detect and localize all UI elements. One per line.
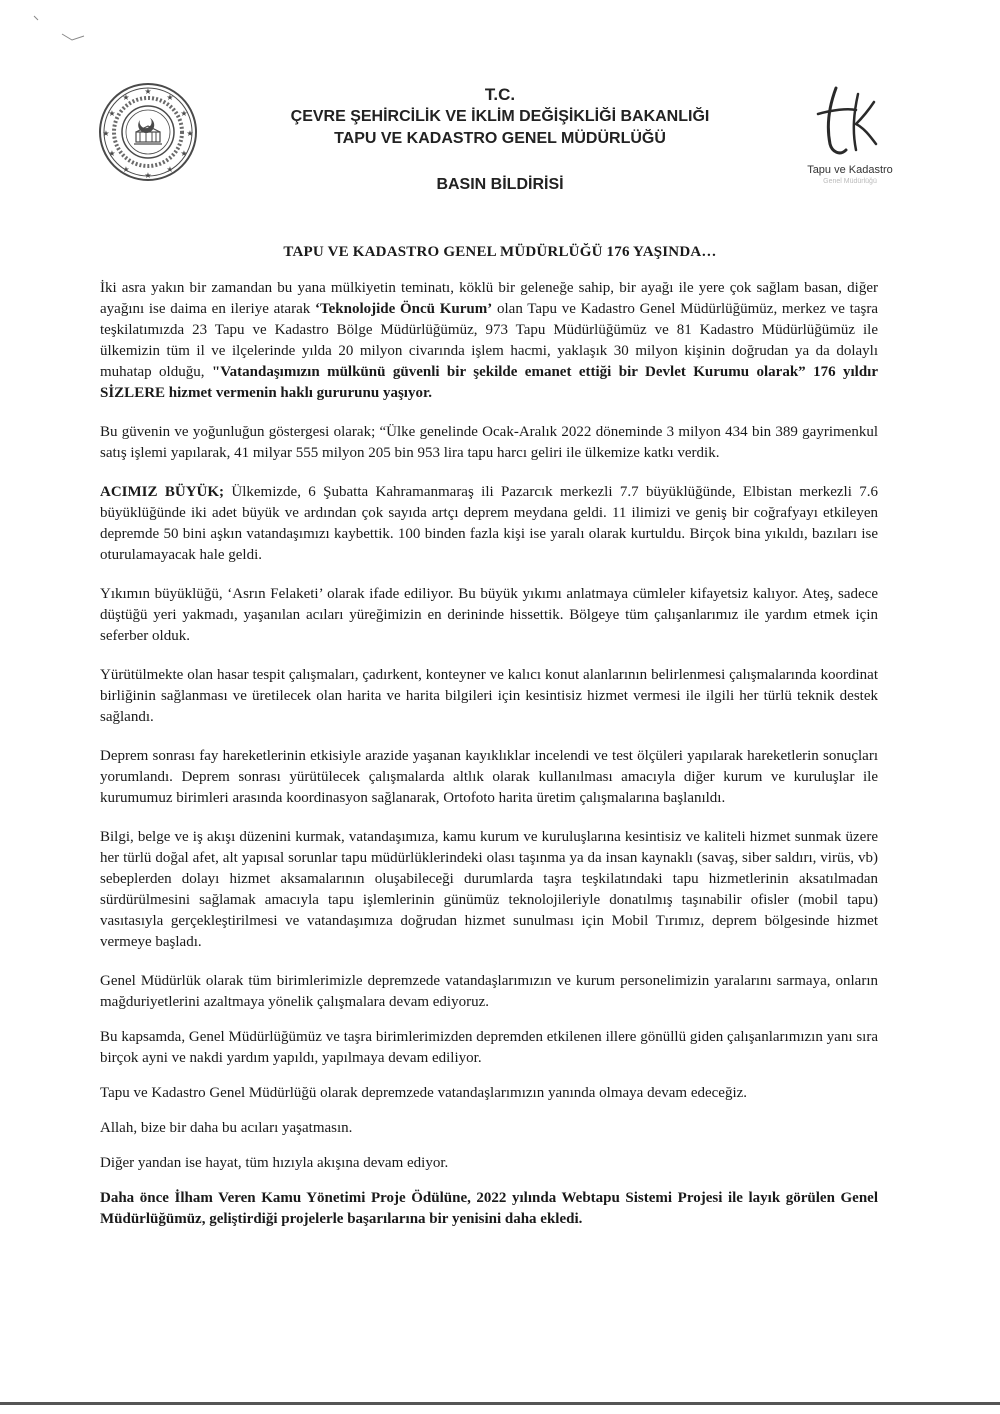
- p1-text-2: olan Tapu ve Kadastro Genel Müdürlüğümüz, merkez ve taşra teşkilatımızda 23 Tapu ve Kadastro Bölge Müdürlüğümüz, 973 Tapu Müdürlüğümüz ve 81 Kadastro Müdürlüğümüz ile ülkemizin tüm il ve ilçelerinde yılda 20 milyon civarında işlem hacmi, yaklaşık 30 milyon kişinin doğrudan ya da dolaylı muhatap olduğu,: [100, 301, 878, 380]
- p13-bold: Daha önce İlham Veren Kamu Yönetimi Proje Ödülüne, 2022 yılında Webtapu Sistemi Projesi ile layık görülen Genel Müdürlüğümüz, geliştirdiği projelerle başarılarına bir yenisini daha ekledi.: [100, 1190, 878, 1227]
- svg-text:★: ★: [108, 109, 116, 118]
- paragraph-8: Genel Müdürlük olarak tüm birimlerimizle depremzede vatandaşlarımızın ve kurum personelimizin yaralarını sarmaya, onların mağduriyetlerini azaltmaya yönelik çalışmalara devam ediyoruz.: [100, 973, 878, 1010]
- logo-subcaption: Genel Müdürlüğü: [823, 178, 877, 185]
- paragraph-7: Bilgi, belge ve iş akışı düzenini kurmak, vatandaşımıza, kamu kurum ve kuruluşlarına kesintisiz ve kaliteli hizmet sunmak üzere her türlü doğal afet, alt yapısal sorunlar tapu müdürlüklerindeki olası taşınma ya da insan kaynaklı (savaş, siber saldırı, virüs, vb) sebeplerden dolayı hizmet aksamalarının oluşabileceği durumlarda taşra teşkilatındaki tapu hizmetlerinin aksatılmadan sürdürülmesini sağlamak amacıyla tapu işlemlerinin günümüz teknolojileriyle donatılmış taşınabilir ofisler (mobil tapu) vasıtasıyla gerçekleştirilmesi ve vatandaşımıza doğrudan hizmet sunulması için Mobil Tırımız, deprem bölgesinde hizmet vermeye başladı.: [100, 829, 878, 950]
- p3-text: Ülkemizde, 6 Şubatta Kahramanmaraş ili Pazarcık merkezli 7.7 büyüklüğünde, Elbistan merkezli 7.6 büyüklüğünde iki adet büyük ve ardından çok sayıda artçı deprem meydana geldi. 11 ilimizi ve geniş bir coğrafyayı etkileyen depremde 50 bini aşkın vatandaşımızı kaybettik. 100 binden fazla kişi ise yaralı olarak kurtuldu. Birçok bina yıkıldı, bazıları ise oturulamayacak hale geldi.: [100, 484, 878, 563]
- scan-bottom-edge: [0, 1402, 1000, 1405]
- svg-text:★: ★: [144, 171, 152, 180]
- paragraph-13: [100, 1188, 878, 1230]
- paragraph-2: Bu güvenin ve yoğunluğun göstergesi olarak; “Ülke genelinde Ocak-Aralık 2022 döneminde 3 milyon 434 bin 389 gayrimenkul satış işlemi yapılarak, 41 milyar 555 milyon 205 bin 953 lira tapu harcı geliri ile ülkemize katkı verdik.: [100, 424, 878, 461]
- p1-bold-2: "Vatandaşımızın mülkünü güvenli bir şekilde emanet ettiği bir Devlet Kurumu olarak” 176 yıldır SİZLERE hizmet vermenin haklı gururunu yaşıyor.: [100, 364, 878, 401]
- svg-text:★: ★: [186, 129, 194, 138]
- press-body: [100, 278, 878, 1230]
- p1-text-1: İki asra yakın bir zamandan bu yana mülkiyetin teminatı, köklü bir geleneğe sahip, bir ayağı ile yere çok sağlam basan, diğer ayağını ise daima en ileriye atarak: [100, 280, 878, 317]
- header-ministry: ÇEVRE ŞEHİRCİLİK VE İKLİM DEĞİŞİKLİĞİ BAKANLIĞI: [290, 108, 710, 125]
- logo-caption: Tapu ve Kadastro: [807, 164, 893, 176]
- svg-text:★: ★: [144, 87, 152, 96]
- svg-text:★: ★: [122, 93, 130, 102]
- svg-text:★: ★: [108, 149, 116, 158]
- paragraph-3: [100, 482, 878, 566]
- svg-text:★: ★: [180, 149, 188, 158]
- p1-bold-1: ‘Teknolojide Öncü Kurum’: [314, 301, 493, 317]
- paragraph-6: Deprem sonrası fay hareketlerinin etkisiyle arazide yaşanan kayıklıklar incelendi ve test ölçüleri yapılarak hareketlerin sonuçları yorumlandı. Deprem sonrası yürütülecek çalışmalarda altlık olarak kullanılması amacıyla diğer kurum ve kuruluşlar ile kurumumuz birimleri arasında koordinasyon sağlanarak, Ortofoto harita üretim çalışmalarına başlanıldı.: [100, 748, 878, 806]
- ministry-seal: [96, 80, 200, 184]
- paragraph-12: Diğer yandan ise hayat, tüm hızıyla akışına devam ediyor.: [100, 1155, 449, 1171]
- paragraph-9: Bu kapsamda, Genel Müdürlüğümüz ve taşra birimlerimizden depremden etkilenen illere gönüllü giden çalışanlarımızın yanı sıra birçok ayni ve nakdi yardım yapıldı, yapılmaya devam ediliyor.: [100, 1029, 878, 1066]
- paragraph-1: [100, 278, 878, 404]
- paragraph-11: Allah, bize bir daha bu acıları yaşatmasın.: [100, 1120, 353, 1136]
- paragraph-10: Tapu ve Kadastro Genel Müdürlüğü olarak depremzede vatandaşlarımızın yanında olmaya devam edeceğiz.: [100, 1085, 748, 1101]
- paragraph-5: Yürütülmekte olan hasar tespit çalışmaları, çadırkent, konteyner ve kalıcı konut alanlarının belirlenmesi çalışmalarında koordinat birliğinin sağlanması ve üretilecek olan harita ve harita bilgileri için kesintisiz hizmet vermesi ile ilgili her türlü teknik destek sağlandı.: [100, 667, 878, 725]
- scan-artifact: [32, 12, 92, 42]
- tapu-kadastro-logo: [800, 84, 900, 194]
- tk-monogram-icon: [812, 84, 888, 160]
- press-release-heading: BASIN BİLDİRİSİ: [436, 176, 564, 193]
- svg-text:★: ★: [180, 109, 188, 118]
- paragraph-4: Yıkımın büyüklüğü, ‘Asrın Felaketi’ olarak ifade ediliyor. Bu büyük yıkımı anlatmaya cümleler kifayetsiz kalıyor. Ateş, sadece düştüğü yeri yakmadı, yaşanılan acıları yüreğimizin en derininde hissettik. Bölgeye tüm çalışanlarımız ile yardım etmek için seferber olduk.: [100, 586, 878, 644]
- press-title: TAPU VE KADASTRO GENEL MÜDÜRLÜĞÜ 176 YAŞINDA…: [283, 244, 717, 260]
- header-tc: T.C.: [484, 85, 516, 104]
- p3-bold: ACIMIZ BÜYÜK;: [100, 484, 225, 500]
- svg-text:★: ★: [166, 93, 174, 102]
- document-header: [250, 84, 750, 194]
- svg-text:★: ★: [166, 165, 174, 174]
- svg-text:★: ★: [122, 165, 130, 174]
- svg-text:★: ★: [102, 129, 110, 138]
- header-directorate: TAPU VE KADASTRO GENEL MÜDÜRLÜĞÜ: [334, 130, 666, 147]
